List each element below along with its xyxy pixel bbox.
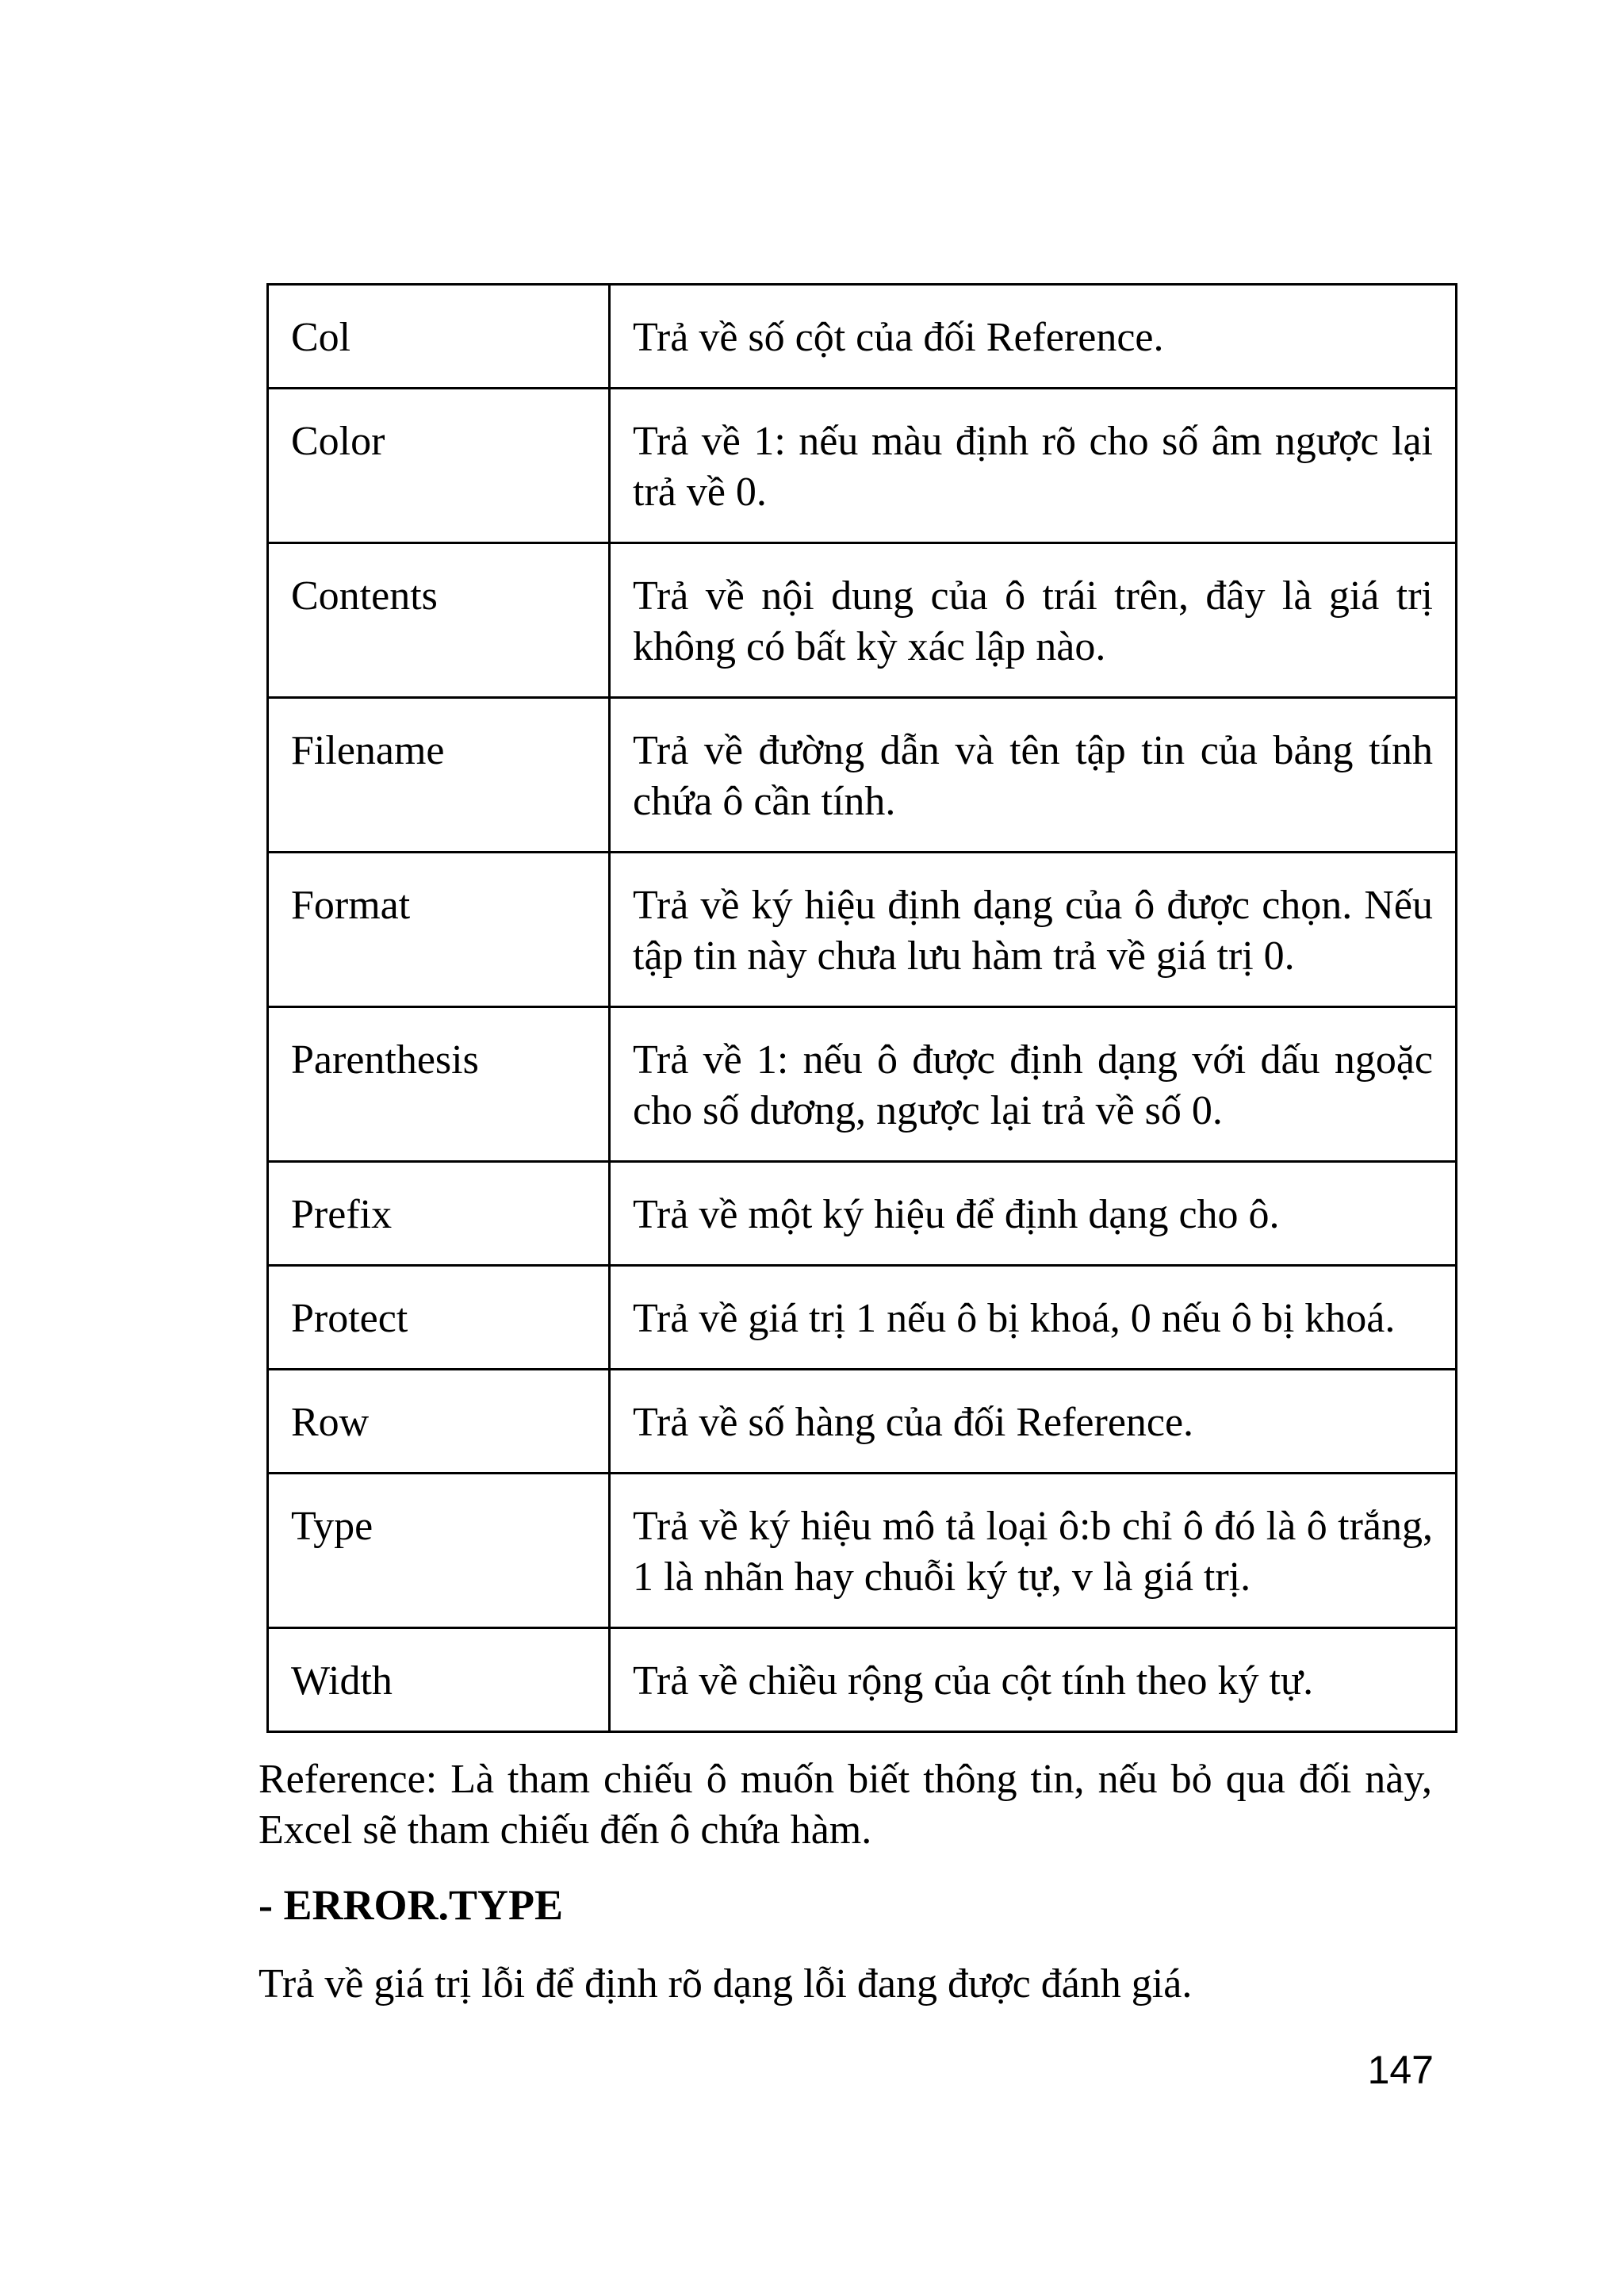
info-type-name: Width — [268, 1628, 610, 1732]
info-type-name: Parenthesis — [268, 1007, 610, 1162]
info-type-description: Trả về nội dung của ô trái trên, đây là giá trị không có bất kỳ xác lập nào. — [610, 543, 1457, 698]
info-type-name: Color — [268, 389, 610, 543]
info-type-description: Trả về 1: nếu màu định rõ cho số âm ngược lại trả về 0. — [610, 389, 1457, 543]
info-type-description: Trả về số cột của đối Reference. — [610, 285, 1457, 389]
section-heading: - ERROR.TYPE — [259, 1881, 564, 1929]
info-type-description: Trả về một ký hiệu để định dạng cho ô. — [610, 1162, 1457, 1266]
page-number: 147 — [1367, 2048, 1434, 2092]
info-type-description: Trả về ký hiệu mô tả loại ô:b chỉ ô đó là ô trắng, 1 là nhãn hay chuỗi ký tự, v là giá trị. — [610, 1474, 1457, 1628]
info-type-description: Trả về chiều rộng của cột tính theo ký tự. — [610, 1628, 1457, 1732]
info-type-name: Filename — [268, 698, 610, 853]
info-type-description: Trả về đường dẫn và tên tập tin của bảng tính chứa ô cần tính. — [610, 698, 1457, 853]
info-type-name: Type — [268, 1474, 610, 1628]
info-type-description: Trả về số hàng của đối Reference. — [610, 1370, 1457, 1474]
table-row — [268, 389, 1457, 543]
table-row — [268, 1474, 1457, 1628]
table-row — [268, 1266, 1457, 1370]
info-type-table — [266, 283, 1457, 1733]
info-type-description: Trả về giá trị 1 nếu ô bị khoá, 0 nếu ô bị khoá. — [610, 1266, 1457, 1370]
section-text: Trả về giá trị lỗi để định rõ dạng lỗi đang được đánh giá. — [259, 1961, 1193, 2007]
reference-note: Reference: Là tham chiếu ô muốn biết thông tin, nếu bỏ qua đối này, Excel sẽ tham chiếu đến ô chứa hàm. — [259, 1757, 1432, 1853]
info-type-name: Format — [268, 853, 610, 1007]
table-row — [268, 1007, 1457, 1162]
table-row — [268, 698, 1457, 853]
info-type-name: Col — [268, 285, 610, 389]
table-row — [268, 285, 1457, 389]
table-row — [268, 1628, 1457, 1732]
info-type-description: Trả về ký hiệu định dạng của ô được chọn. Nếu tập tin này chưa lưu hàm trả về giá trị 0. — [610, 853, 1457, 1007]
info-type-name: Contents — [268, 543, 610, 698]
table-row — [268, 1162, 1457, 1266]
table-row — [268, 1370, 1457, 1474]
info-type-name: Row — [268, 1370, 610, 1474]
info-type-description: Trả về 1: nếu ô được định dạng với dấu ngoặc cho số dương, ngược lại trả về số 0. — [610, 1007, 1457, 1162]
table-row — [268, 543, 1457, 698]
table-row — [268, 853, 1457, 1007]
info-type-name: Protect — [268, 1266, 610, 1370]
info-type-name: Prefix — [268, 1162, 610, 1266]
